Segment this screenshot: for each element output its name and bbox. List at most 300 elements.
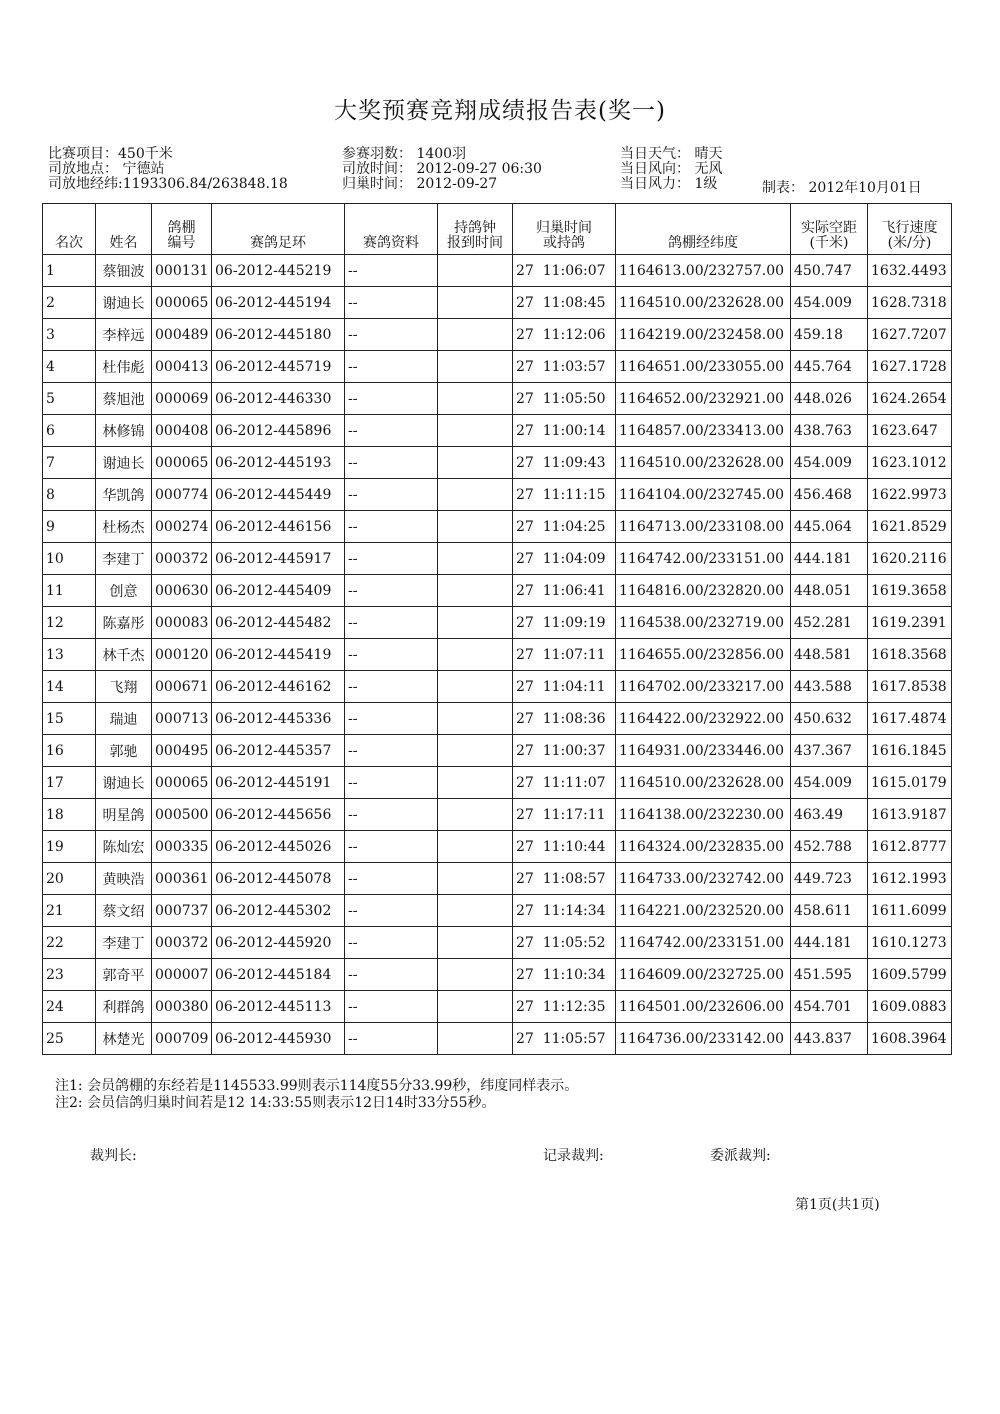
cell-return-time: 27 11:12:35 (513, 991, 616, 1023)
meta-release-place: 司放地点： 宁德站 (48, 161, 165, 177)
cell-loft-id: 000413 (152, 351, 212, 383)
cell-loft-coords: 1164857.00/233413.00 (616, 415, 791, 447)
header-loft-id: 鸽棚 编号 (152, 204, 212, 255)
cell-distance: 452.281 (791, 607, 868, 639)
meta-left (48, 147, 288, 192)
cell-distance: 445.064 (791, 511, 868, 543)
cell-loft-coords: 1164104.00/232745.00 (616, 479, 791, 511)
cell-name: 谢迪长 (96, 447, 152, 479)
cell-speed: 1632.4493 (868, 255, 952, 287)
cell-name: 林楚光 (96, 1023, 152, 1055)
cell-ring: 06-2012-445219 (212, 255, 345, 287)
cell-distance: 448.581 (791, 639, 868, 671)
cell-clock-time (438, 831, 513, 863)
cell-rank: 14 (43, 671, 96, 703)
meta-entries: 参赛羽数： 1400羽 (342, 146, 467, 162)
cell-name: 蔡旭池 (96, 383, 152, 415)
cell-info: -- (345, 895, 438, 927)
note-2: 注2: 会员信鸽归巢时间若是12 14:33:55则表示12日14时33分55秒。 (55, 1095, 496, 1111)
meta-release-time: 司放时间： 2012-09-27 06:30 (342, 161, 542, 177)
cell-info: -- (345, 447, 438, 479)
cell-clock-time (438, 671, 513, 703)
cell-distance: 444.181 (791, 543, 868, 575)
cell-ring: 06-2012-445930 (212, 1023, 345, 1055)
cell-ring: 06-2012-445449 (212, 479, 345, 511)
cell-return-time: 27 11:14:34 (513, 895, 616, 927)
cell-clock-time (438, 575, 513, 607)
cell-loft-id: 000713 (152, 703, 212, 735)
cell-info: -- (345, 287, 438, 319)
cell-ring: 06-2012-445194 (212, 287, 345, 319)
table-row (43, 959, 952, 991)
cell-loft-id: 000131 (152, 255, 212, 287)
cell-info: -- (345, 479, 438, 511)
cell-info: -- (345, 991, 438, 1023)
cell-speed: 1609.5799 (868, 959, 952, 991)
cell-rank: 12 (43, 607, 96, 639)
meta-right (620, 147, 722, 192)
cell-return-time: 27 11:04:09 (513, 543, 616, 575)
cell-info: -- (345, 511, 438, 543)
cell-distance: 458.611 (791, 895, 868, 927)
cell-name: 谢迪长 (96, 767, 152, 799)
cell-speed: 1622.9973 (868, 479, 952, 511)
cell-distance: 454.701 (791, 991, 868, 1023)
header-info: 赛鸽资料 (345, 204, 438, 255)
cell-speed: 1610.1273 (868, 927, 952, 959)
notes (55, 1078, 578, 1112)
cell-loft-coords: 1164651.00/233055.00 (616, 351, 791, 383)
cell-rank: 23 (43, 959, 96, 991)
meta-wind-force: 当日风力： 1级 (620, 176, 718, 192)
cell-info: -- (345, 703, 438, 735)
cell-clock-time (438, 703, 513, 735)
cell-clock-time (438, 351, 513, 383)
cell-name: 杜杨杰 (96, 511, 152, 543)
cell-speed: 1615.0179 (868, 767, 952, 799)
cell-loft-id: 000408 (152, 415, 212, 447)
table-row (43, 767, 952, 799)
cell-loft-id: 000709 (152, 1023, 212, 1055)
cell-clock-time (438, 543, 513, 575)
cell-return-time: 27 11:11:15 (513, 479, 616, 511)
cell-clock-time (438, 479, 513, 511)
cell-clock-time (438, 447, 513, 479)
cell-ring: 06-2012-445482 (212, 607, 345, 639)
table-row (43, 479, 952, 511)
cell-rank: 4 (43, 351, 96, 383)
cell-rank: 21 (43, 895, 96, 927)
cell-return-time: 27 11:09:19 (513, 607, 616, 639)
cell-speed: 1623.647 (868, 415, 952, 447)
cell-return-time: 27 11:10:44 (513, 831, 616, 863)
cell-speed: 1613.9187 (868, 799, 952, 831)
cell-ring: 06-2012-445719 (212, 351, 345, 383)
cell-loft-coords: 1164713.00/233108.00 (616, 511, 791, 543)
cell-speed: 1608.3964 (868, 1023, 952, 1055)
cell-name: 蔡文绍 (96, 895, 152, 927)
table-row (43, 543, 952, 575)
cell-name: 杜伟彪 (96, 351, 152, 383)
cell-clock-time (438, 735, 513, 767)
cell-loft-coords: 1164538.00/232719.00 (616, 607, 791, 639)
header-loft-coords: 鸽棚经纬度 (616, 204, 791, 255)
meta-return-time: 归巢时间： 2012-09-27 (342, 176, 498, 192)
cell-distance: 449.723 (791, 863, 868, 895)
cell-distance: 448.051 (791, 575, 868, 607)
cell-rank: 24 (43, 991, 96, 1023)
report-title: 大奖预赛竞翔成绩报告表(奖一) (334, 98, 666, 124)
table-row (43, 447, 952, 479)
cell-ring: 06-2012-446330 (212, 383, 345, 415)
cell-distance: 438.763 (791, 415, 868, 447)
cell-ring: 06-2012-445302 (212, 895, 345, 927)
cell-distance: 454.009 (791, 767, 868, 799)
cell-loft-coords: 1164652.00/232921.00 (616, 383, 791, 415)
cell-ring: 06-2012-445419 (212, 639, 345, 671)
cell-rank: 16 (43, 735, 96, 767)
cell-clock-time (438, 1023, 513, 1055)
table-row (43, 671, 952, 703)
cell-info: -- (345, 575, 438, 607)
table-row (43, 863, 952, 895)
cell-loft-id: 000630 (152, 575, 212, 607)
cell-loft-id: 000380 (152, 991, 212, 1023)
cell-info: -- (345, 671, 438, 703)
cell-rank: 6 (43, 415, 96, 447)
cell-loft-id: 000083 (152, 607, 212, 639)
cell-ring: 06-2012-445180 (212, 319, 345, 351)
cell-clock-time (438, 863, 513, 895)
table-row (43, 287, 952, 319)
meta-weather: 当日天气： 晴天 (620, 146, 723, 162)
meta-middle (342, 147, 542, 192)
header-return-time: 归巢时间 或持鸽 (513, 204, 616, 255)
cell-ring: 06-2012-445920 (212, 927, 345, 959)
cell-speed: 1618.3568 (868, 639, 952, 671)
table-row (43, 927, 952, 959)
cell-info: -- (345, 767, 438, 799)
table-row (43, 383, 952, 415)
cell-loft-id: 000007 (152, 959, 212, 991)
cell-name: 创意 (96, 575, 152, 607)
cell-rank: 1 (43, 255, 96, 287)
cell-loft-coords: 1164609.00/232725.00 (616, 959, 791, 991)
cell-speed: 1609.0883 (868, 991, 952, 1023)
cell-name: 陈灿宏 (96, 831, 152, 863)
cell-distance: 456.468 (791, 479, 868, 511)
table-row (43, 735, 952, 767)
cell-return-time: 27 11:05:50 (513, 383, 616, 415)
cell-loft-id: 000495 (152, 735, 212, 767)
cell-distance: 437.367 (791, 735, 868, 767)
table-row (43, 351, 952, 383)
table-row (43, 319, 952, 351)
cell-speed: 1611.6099 (868, 895, 952, 927)
cell-speed: 1617.8538 (868, 671, 952, 703)
cell-ring: 06-2012-445191 (212, 767, 345, 799)
cell-speed: 1621.8529 (868, 511, 952, 543)
cell-loft-coords: 1164324.00/232835.00 (616, 831, 791, 863)
cell-rank: 15 (43, 703, 96, 735)
cell-ring: 06-2012-446162 (212, 671, 345, 703)
cell-return-time: 27 11:12:06 (513, 319, 616, 351)
cell-speed: 1627.7207 (868, 319, 952, 351)
cell-ring: 06-2012-445078 (212, 863, 345, 895)
cell-return-time: 27 11:03:57 (513, 351, 616, 383)
cell-clock-time (438, 895, 513, 927)
cell-info: -- (345, 799, 438, 831)
cell-rank: 25 (43, 1023, 96, 1055)
cell-name: 李建丁 (96, 927, 152, 959)
cell-distance: 463.49 (791, 799, 868, 831)
cell-name: 林千杰 (96, 639, 152, 671)
cell-name: 李建丁 (96, 543, 152, 575)
cell-ring: 06-2012-445336 (212, 703, 345, 735)
cell-return-time: 27 11:07:11 (513, 639, 616, 671)
table-row (43, 607, 952, 639)
cell-speed: 1619.3658 (868, 575, 952, 607)
cell-rank: 11 (43, 575, 96, 607)
cell-loft-coords: 1164221.00/232520.00 (616, 895, 791, 927)
cell-ring: 06-2012-445184 (212, 959, 345, 991)
cell-distance: 454.009 (791, 447, 868, 479)
cell-clock-time (438, 799, 513, 831)
cell-loft-id: 000120 (152, 639, 212, 671)
cell-clock-time (438, 927, 513, 959)
cell-return-time: 27 11:08:57 (513, 863, 616, 895)
cell-loft-coords: 1164733.00/232742.00 (616, 863, 791, 895)
cell-ring: 06-2012-445917 (212, 543, 345, 575)
cell-loft-id: 000671 (152, 671, 212, 703)
cell-clock-time (438, 319, 513, 351)
table-row (43, 703, 952, 735)
header-rank: 名次 (43, 204, 96, 255)
cell-loft-coords: 1164219.00/232458.00 (616, 319, 791, 351)
cell-distance: 450.632 (791, 703, 868, 735)
cell-rank: 20 (43, 863, 96, 895)
cell-return-time: 27 11:11:07 (513, 767, 616, 799)
cell-name: 郭奇平 (96, 959, 152, 991)
cell-clock-time (438, 415, 513, 447)
cell-loft-id: 000500 (152, 799, 212, 831)
cell-distance: 445.764 (791, 351, 868, 383)
table-row (43, 1023, 952, 1055)
cell-return-time: 27 11:05:57 (513, 1023, 616, 1055)
cell-return-time: 27 11:09:43 (513, 447, 616, 479)
cell-distance: 451.595 (791, 959, 868, 991)
cell-info: -- (345, 383, 438, 415)
cell-clock-time (438, 959, 513, 991)
cell-loft-id: 000774 (152, 479, 212, 511)
cell-loft-coords: 1164742.00/233151.00 (616, 543, 791, 575)
header-speed: 飞行速度 (米/分) (868, 204, 952, 255)
table-row (43, 575, 952, 607)
cell-clock-time (438, 767, 513, 799)
cell-info: -- (345, 863, 438, 895)
cell-name: 瑞迪 (96, 703, 152, 735)
cell-name: 蔡钿波 (96, 255, 152, 287)
cell-distance: 448.026 (791, 383, 868, 415)
cell-name: 郭驰 (96, 735, 152, 767)
cell-name: 谢迪长 (96, 287, 152, 319)
cell-rank: 18 (43, 799, 96, 831)
cell-return-time: 27 11:00:14 (513, 415, 616, 447)
cell-ring: 06-2012-445113 (212, 991, 345, 1023)
record-judge-label: 记录裁判: (543, 1148, 604, 1164)
cell-clock-time (438, 255, 513, 287)
header-distance: 实际空距 (千米) (791, 204, 868, 255)
cell-info: -- (345, 351, 438, 383)
meta-maker-date: 制表： 2012年10月01日 (762, 180, 922, 196)
cell-info: -- (345, 607, 438, 639)
cell-distance: 444.181 (791, 927, 868, 959)
cell-info: -- (345, 319, 438, 351)
cell-loft-coords: 1164422.00/232922.00 (616, 703, 791, 735)
cell-info: -- (345, 415, 438, 447)
cell-loft-coords: 1164816.00/232820.00 (616, 575, 791, 607)
cell-speed: 1620.2116 (868, 543, 952, 575)
cell-loft-coords: 1164138.00/232230.00 (616, 799, 791, 831)
cell-info: -- (345, 255, 438, 287)
table-row (43, 255, 952, 287)
table-row (43, 639, 952, 671)
cell-loft-coords: 1164510.00/232628.00 (616, 767, 791, 799)
cell-loft-id: 000065 (152, 287, 212, 319)
cell-distance: 459.18 (791, 319, 868, 351)
cell-ring: 06-2012-445896 (212, 415, 345, 447)
cell-info: -- (345, 1023, 438, 1055)
cell-ring: 06-2012-446156 (212, 511, 345, 543)
cell-loft-coords: 1164736.00/233142.00 (616, 1023, 791, 1055)
cell-distance: 443.588 (791, 671, 868, 703)
cell-loft-id: 000335 (152, 831, 212, 863)
table-row (43, 511, 952, 543)
cell-loft-coords: 1164510.00/232628.00 (616, 447, 791, 479)
header-name: 姓名 (96, 204, 152, 255)
assigned-judge-label: 委派裁判: (710, 1148, 771, 1164)
chief-judge-label: 裁判长: (90, 1148, 137, 1164)
cell-return-time: 27 11:04:25 (513, 511, 616, 543)
cell-rank: 8 (43, 479, 96, 511)
table-row (43, 831, 952, 863)
cell-clock-time (438, 991, 513, 1023)
cell-loft-coords: 1164931.00/233446.00 (616, 735, 791, 767)
cell-ring: 06-2012-445357 (212, 735, 345, 767)
cell-speed: 1616.1845 (868, 735, 952, 767)
cell-loft-coords: 1164613.00/232757.00 (616, 255, 791, 287)
table-row (43, 799, 952, 831)
cell-clock-time (438, 511, 513, 543)
cell-loft-id: 000372 (152, 543, 212, 575)
cell-info: -- (345, 927, 438, 959)
cell-distance: 454.009 (791, 287, 868, 319)
cell-distance: 443.837 (791, 1023, 868, 1055)
meta-wind-direction: 当日风向： 无风 (620, 161, 723, 177)
cell-return-time: 27 11:08:45 (513, 287, 616, 319)
results-table (42, 203, 952, 1055)
cell-rank: 17 (43, 767, 96, 799)
cell-name: 李梓远 (96, 319, 152, 351)
cell-loft-coords: 1164655.00/232856.00 (616, 639, 791, 671)
cell-clock-time (438, 607, 513, 639)
cell-distance: 450.747 (791, 255, 868, 287)
cell-distance: 452.788 (791, 831, 868, 863)
cell-name: 飞翔 (96, 671, 152, 703)
cell-rank: 7 (43, 447, 96, 479)
cell-loft-id: 000065 (152, 447, 212, 479)
cell-loft-id: 000065 (152, 767, 212, 799)
cell-loft-id: 000274 (152, 511, 212, 543)
cell-rank: 2 (43, 287, 96, 319)
cell-loft-coords: 1164742.00/233151.00 (616, 927, 791, 959)
cell-ring: 06-2012-445193 (212, 447, 345, 479)
results-body (43, 255, 952, 1055)
cell-loft-id: 000489 (152, 319, 212, 351)
meta-race-item: 比赛项目：450千米 (48, 146, 173, 162)
cell-return-time: 27 11:08:36 (513, 703, 616, 735)
cell-name: 明星鸽 (96, 799, 152, 831)
cell-speed: 1617.4874 (868, 703, 952, 735)
header-ring: 赛鸽足环 (212, 204, 345, 255)
cell-loft-id: 000361 (152, 863, 212, 895)
cell-rank: 9 (43, 511, 96, 543)
cell-rank: 3 (43, 319, 96, 351)
cell-rank: 13 (43, 639, 96, 671)
cell-clock-time (438, 287, 513, 319)
cell-loft-coords: 1164501.00/232606.00 (616, 991, 791, 1023)
cell-info: -- (345, 543, 438, 575)
meta-release-coords: 司放地经纬:1193306.84/263848.18 (48, 176, 288, 192)
table-header-row (43, 204, 952, 255)
cell-name: 黄映浩 (96, 863, 152, 895)
cell-return-time: 27 11:04:11 (513, 671, 616, 703)
cell-loft-id: 000069 (152, 383, 212, 415)
cell-ring: 06-2012-445409 (212, 575, 345, 607)
cell-speed: 1624.2654 (868, 383, 952, 415)
cell-clock-time (438, 639, 513, 671)
cell-return-time: 27 11:05:52 (513, 927, 616, 959)
cell-return-time: 27 11:17:11 (513, 799, 616, 831)
cell-info: -- (345, 831, 438, 863)
table-row (43, 991, 952, 1023)
cell-loft-id: 000372 (152, 927, 212, 959)
cell-ring: 06-2012-445656 (212, 799, 345, 831)
cell-rank: 10 (43, 543, 96, 575)
cell-name: 利群鸽 (96, 991, 152, 1023)
table-row (43, 895, 952, 927)
cell-rank: 22 (43, 927, 96, 959)
cell-loft-coords: 1164510.00/232628.00 (616, 287, 791, 319)
cell-speed: 1627.1728 (868, 351, 952, 383)
cell-info: -- (345, 735, 438, 767)
table-row (43, 415, 952, 447)
cell-speed: 1628.7318 (868, 287, 952, 319)
header-clock-time: 持鸽钟 报到时间 (438, 204, 513, 255)
cell-name: 华凯鸽 (96, 479, 152, 511)
cell-name: 林修锦 (96, 415, 152, 447)
cell-ring: 06-2012-445026 (212, 831, 345, 863)
cell-return-time: 27 11:06:41 (513, 575, 616, 607)
cell-return-time: 27 11:06:07 (513, 255, 616, 287)
cell-return-time: 27 11:00:37 (513, 735, 616, 767)
cell-loft-coords: 1164702.00/233217.00 (616, 671, 791, 703)
cell-speed: 1612.1993 (868, 863, 952, 895)
cell-loft-id: 000737 (152, 895, 212, 927)
cell-info: -- (345, 639, 438, 671)
cell-rank: 5 (43, 383, 96, 415)
note-1: 注1: 会员鸽棚的东经若是1145533.99则表示114度55分33.99秒，纬度同样表示。 (55, 1078, 579, 1094)
